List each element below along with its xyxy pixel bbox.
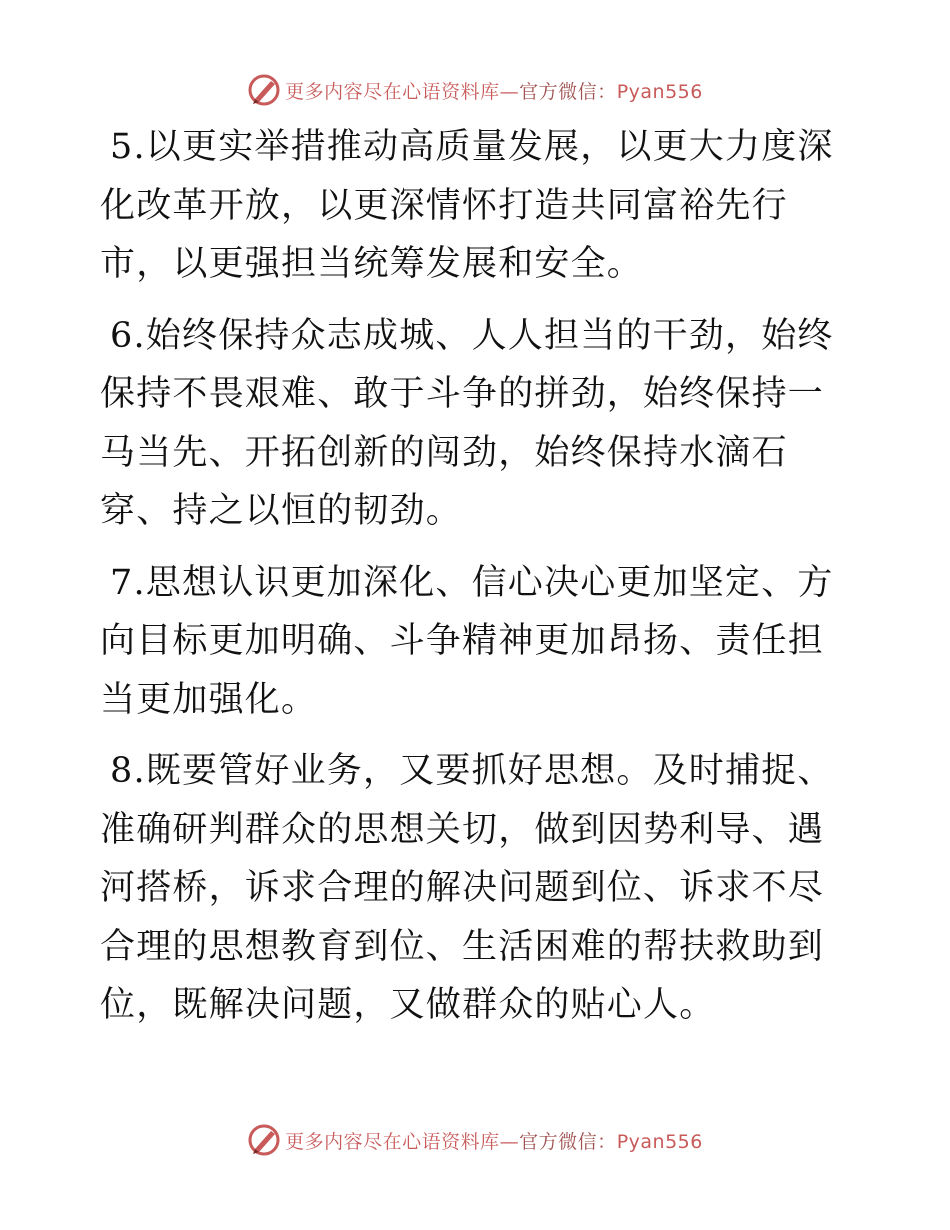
paragraph-number: 8. <box>110 751 146 791</box>
paragraph-text: 既要管好业务，又要抓好思想。及时捕捉、准确研判群众的思想关切，做到因势利导、遇河搭桥，诉求合理的解决问题到位、诉求不尽合理的思想教育到位、生活困难的帮扶救助到位，既解决问题，又做群众的贴心人。 <box>100 751 834 1025</box>
paragraph-text: 以更实举措推动高质量发展，以更大力度深化改革开放，以更深情怀打造共同富裕先行市，以更强担当统筹发展和安全。 <box>100 127 834 284</box>
banner-separator: — <box>499 80 520 103</box>
banner-wechat-id: Pyan556 <box>616 1130 703 1153</box>
banner-site-text: 更多内容尽在心语资料库 <box>285 80 500 103</box>
paragraph-number: 7. <box>110 562 146 603</box>
paragraph-text: 思想认识更加深化、信心决心更加坚定、方向目标更加明确、斗争精神更加昂扬、责任担当更加强化。 <box>100 562 834 720</box>
paragraph-8 <box>100 742 852 1035</box>
paragraph-number: 5. <box>110 127 146 167</box>
banner-site-text: 更多内容尽在心语资料库 <box>285 1130 500 1153</box>
banner-separator: — <box>499 1130 520 1153</box>
header-banner <box>0 70 950 110</box>
banner-official-label: 官方微信： <box>519 80 617 103</box>
paragraph-5 <box>100 118 852 294</box>
footer-banner <box>0 1120 950 1160</box>
pen-logo-icon <box>247 1123 281 1157</box>
pen-logo-icon <box>247 73 281 107</box>
paragraph-6 <box>100 307 852 541</box>
banner-official-label: 官方微信： <box>519 1130 617 1153</box>
paragraph-number: 6. <box>110 315 146 356</box>
paragraph-7 <box>100 554 852 730</box>
banner-wechat-id: Pyan556 <box>616 80 703 103</box>
paragraph-text: 始终保持众志成城、人人担当的干劲，始终保持不畏艰难、敢于斗争的拼劲，始终保持一马当先、开拓创新的闯劲，始终保持水滴石穿、持之以恒的韧劲。 <box>100 315 834 531</box>
document-body <box>100 118 852 1048</box>
